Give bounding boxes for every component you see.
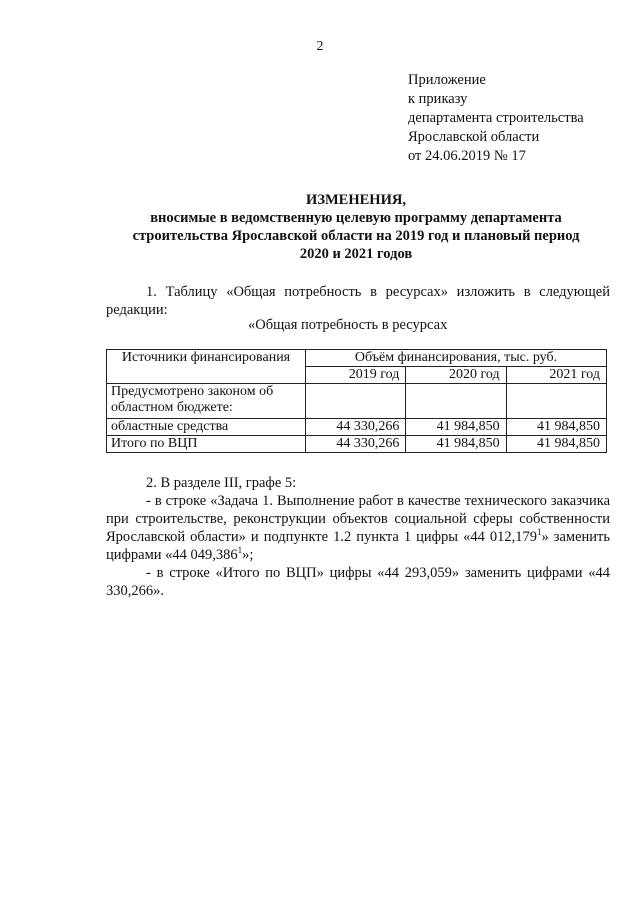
value-cell: 41 984,850 (406, 419, 506, 436)
value-cell (306, 384, 406, 419)
title-line: 2020 и 2021 годов (299, 246, 413, 262)
row-label-cell: Предусмотрено законом об областном бюджете: (107, 384, 306, 419)
appendix-line: департамента строительства (408, 110, 584, 126)
item-1-text: - в строке «Задача 1. Выполнение работ в качестве технического заказчика при строительстве, реконструкции объектов социальной сферы собственности Ярославской области» и подпункте 1.2 пункта 1 цифры «44 012,179 (106, 493, 610, 545)
item-1-end: »; (242, 547, 254, 563)
financing-table (106, 349, 607, 453)
value-cell (406, 384, 506, 419)
year-cell: 2021 год (506, 367, 606, 384)
title-line: ИЗМЕНЕНИЯ, (306, 192, 406, 208)
value-cell: 41 984,850 (506, 419, 606, 436)
value-cell: 41 984,850 (506, 436, 606, 453)
title-line: вносимые в ведомственную целевую программу департамента (150, 210, 562, 226)
year-cell: 2020 год (406, 367, 506, 384)
item-1-mid: » заменить цифрами «44 049,386 (106, 529, 610, 563)
table-row (107, 384, 607, 419)
document-title (96, 191, 616, 263)
page-number: 2 (316, 39, 324, 54)
appendix-block (408, 71, 584, 166)
year-cell: 2019 год (306, 367, 406, 384)
footnote-marker: 1 (536, 527, 542, 538)
table-header-row (107, 350, 607, 367)
title-line: строительства Ярославской области на 2019 год и плановый период (132, 228, 580, 244)
value-cell: 44 330,266 (306, 436, 406, 453)
header-source-cell: Источники финансирования (107, 350, 306, 384)
appendix-date-line: от 24.06.2019 № 17 (408, 148, 526, 164)
section-2-item-1 (106, 492, 610, 564)
table-row (107, 419, 607, 436)
section-2-heading: 2. В разделе III, графе 5: (146, 475, 297, 491)
value-cell: 41 984,850 (406, 436, 506, 453)
value-cell (506, 384, 606, 419)
section-2 (106, 474, 610, 600)
appendix-line: к приказу (408, 91, 468, 107)
table-title: «Общая потребность в ресурсах (248, 317, 448, 333)
row-label-cell: областные средства (107, 419, 306, 436)
appendix-line: Приложение (408, 72, 486, 88)
value-cell: 44 330,266 (306, 419, 406, 436)
section-2-item-2: - в строке «Итого по ВЦП» цифры «44 293,059» заменить цифрами «44 330,266». (106, 565, 610, 599)
table-row (107, 436, 607, 453)
footnote-marker: 1 (237, 545, 243, 556)
row-label-cell: Итого по ВЦП (107, 436, 306, 453)
appendix-line: Ярославской области (408, 129, 540, 145)
header-volume-cell: Объём финансирования, тыс. руб. (306, 350, 607, 367)
paragraph-1: 1. Таблицу «Общая потребность в ресурсах» изложить в следующей редакции: (106, 284, 610, 318)
